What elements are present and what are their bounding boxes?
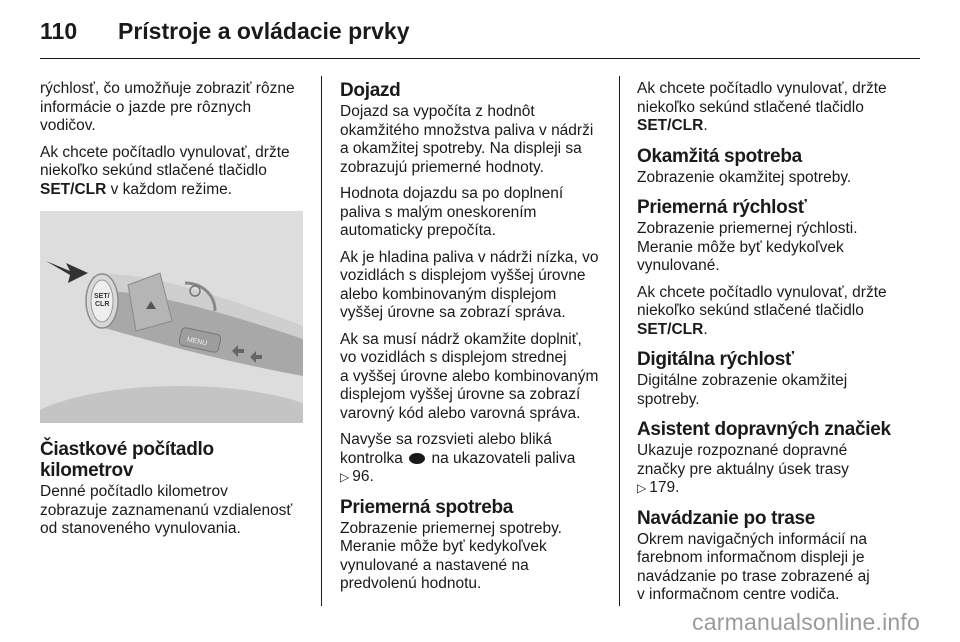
paragraph: Navyše sa rozsvieti alebo bliká kontrolka na ukazovateli paliva ▷ 96. (340, 431, 576, 485)
page-reference-link[interactable]: ▷ 96. (340, 468, 374, 485)
paragraph: Digitálne zobrazenie okamžitej spotreby. (637, 372, 848, 408)
section-heading: Navádzanie po trase (637, 507, 816, 529)
stalk-illustration (40, 211, 303, 423)
header-divider (40, 58, 920, 59)
paragraph: Ukazuje rozpoznané dopravné značky pre aktuálny úsek trasy ▷ 179. (637, 442, 849, 496)
paragraph: Ak chcete počítadlo vynulovať, držte niekoľko sekúnd stlačené tlačidlo SET/CLR. (637, 283, 887, 338)
paragraph: rýchlosť, čo umožňuje zobraziť rôzne informácie o jazde pre rôznych vodičov. (40, 80, 295, 134)
setclr-label: SET/ CLR (94, 293, 110, 308)
column-divider (619, 76, 620, 606)
section-heading: Asistent dopravných značiek (637, 419, 891, 440)
section-heading: Dojazd (340, 80, 401, 101)
setclr-term: SET/CLR (40, 180, 107, 198)
section-heading: Priemerná spotreba (340, 496, 514, 518)
page-reference-link[interactable]: ▷ 179. (637, 479, 680, 496)
column-1 (40, 80, 306, 547)
paragraph: Zobrazenie priemernej spotreby. Meranie môže byť kedykoľvek vynulované a nastavené na predvolenú hodnotu. (340, 519, 562, 592)
paragraph: Zobrazenie okamžitej spotreby. (637, 168, 852, 186)
setclr-term: SET/CLR (637, 117, 704, 134)
reference-arrow-icon: ▷ (637, 481, 647, 495)
paragraph: Ak sa musí nádrž okamžite doplniť, vo vozidlách s displejom strednej a vyššej úrovne alebo kombinovaným displejom vyššej úrovne sa zobrazí varovný kód alebo varovná správa. (340, 330, 599, 422)
section-heading: Priemerná rýchlosť (637, 197, 807, 218)
menu-label: MENU (186, 336, 208, 348)
paragraph: Ak chcete počítadlo vynulovať, držte niekoľko sekúnd stlačené tlačidlo SET/CLR. (637, 80, 887, 134)
paragraph: Zobrazenie priemernej rýchlosti. Meranie môže byť kedykoľvek vynulované. (637, 220, 858, 274)
fuel-warning-icon (409, 453, 425, 464)
page-header (40, 18, 410, 48)
section-heading: Čiastkové počítadlo kilometrov (40, 439, 214, 481)
setclr-term: SET/CLR (637, 320, 704, 338)
column-3 (637, 80, 902, 613)
section-heading: Okamžitá spotreba (637, 145, 802, 167)
watermark: carmanualsonline.info (692, 609, 920, 635)
paragraph: Ak chcete počítadlo vynulovať, držte niekoľko sekúnd stlačené tlačidlo SET/CLR v každom režime. (40, 143, 290, 198)
paragraph: Ak je hladina paliva v nádrži nízka, vo vozidlách s displejom vyššej úrovne alebo kombinovaným displejom vyššej úrovne sa zobrazí správa. (340, 248, 599, 321)
reference-arrow-icon: ▷ (340, 470, 350, 484)
column-divider (321, 76, 322, 606)
paragraph: Hodnota dojazdu sa po doplnení paliva s malým oneskorením automaticky prepočíta. (340, 185, 564, 239)
paragraph: Okrem navigačných informácií na farebnom informačnom displeji je navádzanie po trase zobrazené aj v informačnom centre vodiča. (637, 530, 870, 603)
page-title: Prístroje a ovládacie prvky (118, 18, 410, 44)
paragraph: Dojazd sa vypočíta z hodnôt okamžitého množstva paliva v nádrži a okamžitej spotreby. Na displeji sa zobrazujú priemerné hodnoty. (340, 103, 594, 176)
column-2 (340, 80, 605, 602)
section-heading: Digitálna rýchlosť (637, 349, 794, 370)
page-number: 110 (40, 18, 78, 44)
paragraph: Denné počítadlo kilometrov zobrazuje zaznamenanú vzdialenosť od stanoveného vynulovania. (40, 483, 293, 537)
